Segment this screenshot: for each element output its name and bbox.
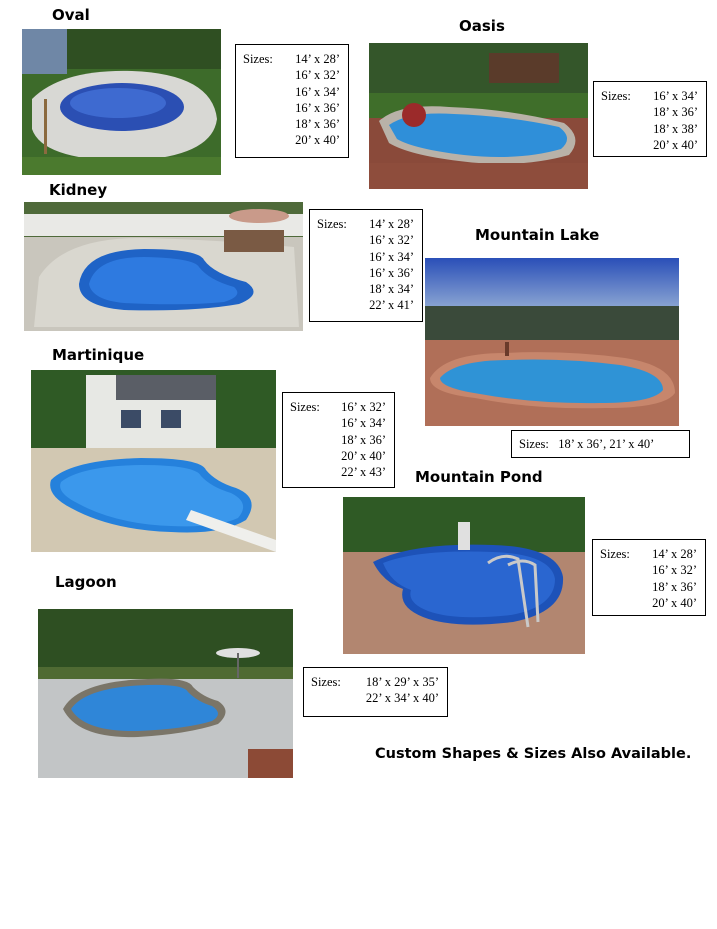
size-item: 14’ x 28’ <box>369 217 414 231</box>
pool-title-mountain-lake: Mountain Lake <box>475 226 600 244</box>
size-item: 14’ x 28’ <box>652 547 697 561</box>
size-item: 18’ x 38’ <box>653 121 698 136</box>
size-item: 16’ x 34’ <box>653 89 698 103</box>
pool-photo-martinique <box>31 370 276 552</box>
size-item: 22’ x 43’ <box>341 465 386 480</box>
pool-photo-lagoon <box>38 609 293 778</box>
pool-photo-mountain-pond <box>343 497 585 654</box>
size-item: 20’ x 40’ <box>653 137 698 152</box>
sizes-box-martinique <box>282 392 395 488</box>
sizes-box-kidney <box>309 209 423 322</box>
sizes-label: Sizes: <box>601 89 631 103</box>
pool-photo-mountain-lake <box>425 258 679 426</box>
sizes-label: Sizes: <box>243 52 273 66</box>
size-item: 18’ x 36’ <box>653 105 698 120</box>
sizes-box-oval <box>235 44 349 158</box>
pool-title-martinique: Martinique <box>52 346 145 364</box>
pool-photo-oasis <box>369 43 588 189</box>
sizes-box-mountain-lake <box>511 430 690 458</box>
size-item: 16’ x 32’ <box>295 68 340 83</box>
pool-photo-oval <box>22 29 221 175</box>
size-item: 20’ x 40’ <box>295 133 340 148</box>
sizes-label: Sizes: <box>519 437 549 451</box>
size-item: 18’ x 36’ <box>295 117 340 132</box>
pool-title-kidney: Kidney <box>49 181 108 199</box>
size-item: 20’ x 40’ <box>652 595 697 610</box>
size-item: 18’ x 29’ x 35’ <box>365 675 439 689</box>
size-item: 18’ x 36’ <box>341 432 386 447</box>
size-item: 16’ x 32’ <box>652 563 697 578</box>
sizes-box-lagoon <box>303 667 448 717</box>
pool-photo-kidney <box>24 202 303 331</box>
custom-shapes-note: Custom Shapes & Sizes Also Available. <box>375 746 692 762</box>
size-item: 16’ x 36’ <box>369 265 414 280</box>
size-item: 16’ x 32’ <box>341 400 386 414</box>
pool-title-mountain-pond: Mountain Pond <box>415 468 543 486</box>
size-item: 20’ x 40’ <box>341 448 386 463</box>
size-item: 22’ x 41’ <box>369 298 414 313</box>
size-item: 16’ x 34’ <box>369 249 414 264</box>
size-item: 16’ x 34’ <box>341 416 386 431</box>
size-item: 16’ x 34’ <box>295 84 340 99</box>
sizes-label: Sizes: <box>290 400 320 414</box>
size-item: 16’ x 36’ <box>295 100 340 115</box>
size-item: 22’ x 34’ x 40’ <box>365 691 439 706</box>
sizes-box-oasis <box>593 81 707 157</box>
size-item: 18’ x 36’ <box>652 579 697 594</box>
sizes-label: Sizes: <box>311 675 341 689</box>
sizes-box-mountain-pond <box>592 539 706 616</box>
sizes-label: Sizes: <box>600 547 630 561</box>
sizes-label: Sizes: <box>317 217 347 231</box>
size-item: 16’ x 32’ <box>369 233 414 248</box>
size-list: 18’ x 36’, 21’ x 40’ <box>558 437 655 451</box>
pool-title-oval: Oval <box>52 6 90 24</box>
pool-title-lagoon: Lagoon <box>55 573 117 591</box>
size-item: 18’ x 34’ <box>369 282 414 297</box>
pool-title-oasis: Oasis <box>459 17 505 35</box>
size-item: 14’ x 28’ <box>295 52 340 66</box>
